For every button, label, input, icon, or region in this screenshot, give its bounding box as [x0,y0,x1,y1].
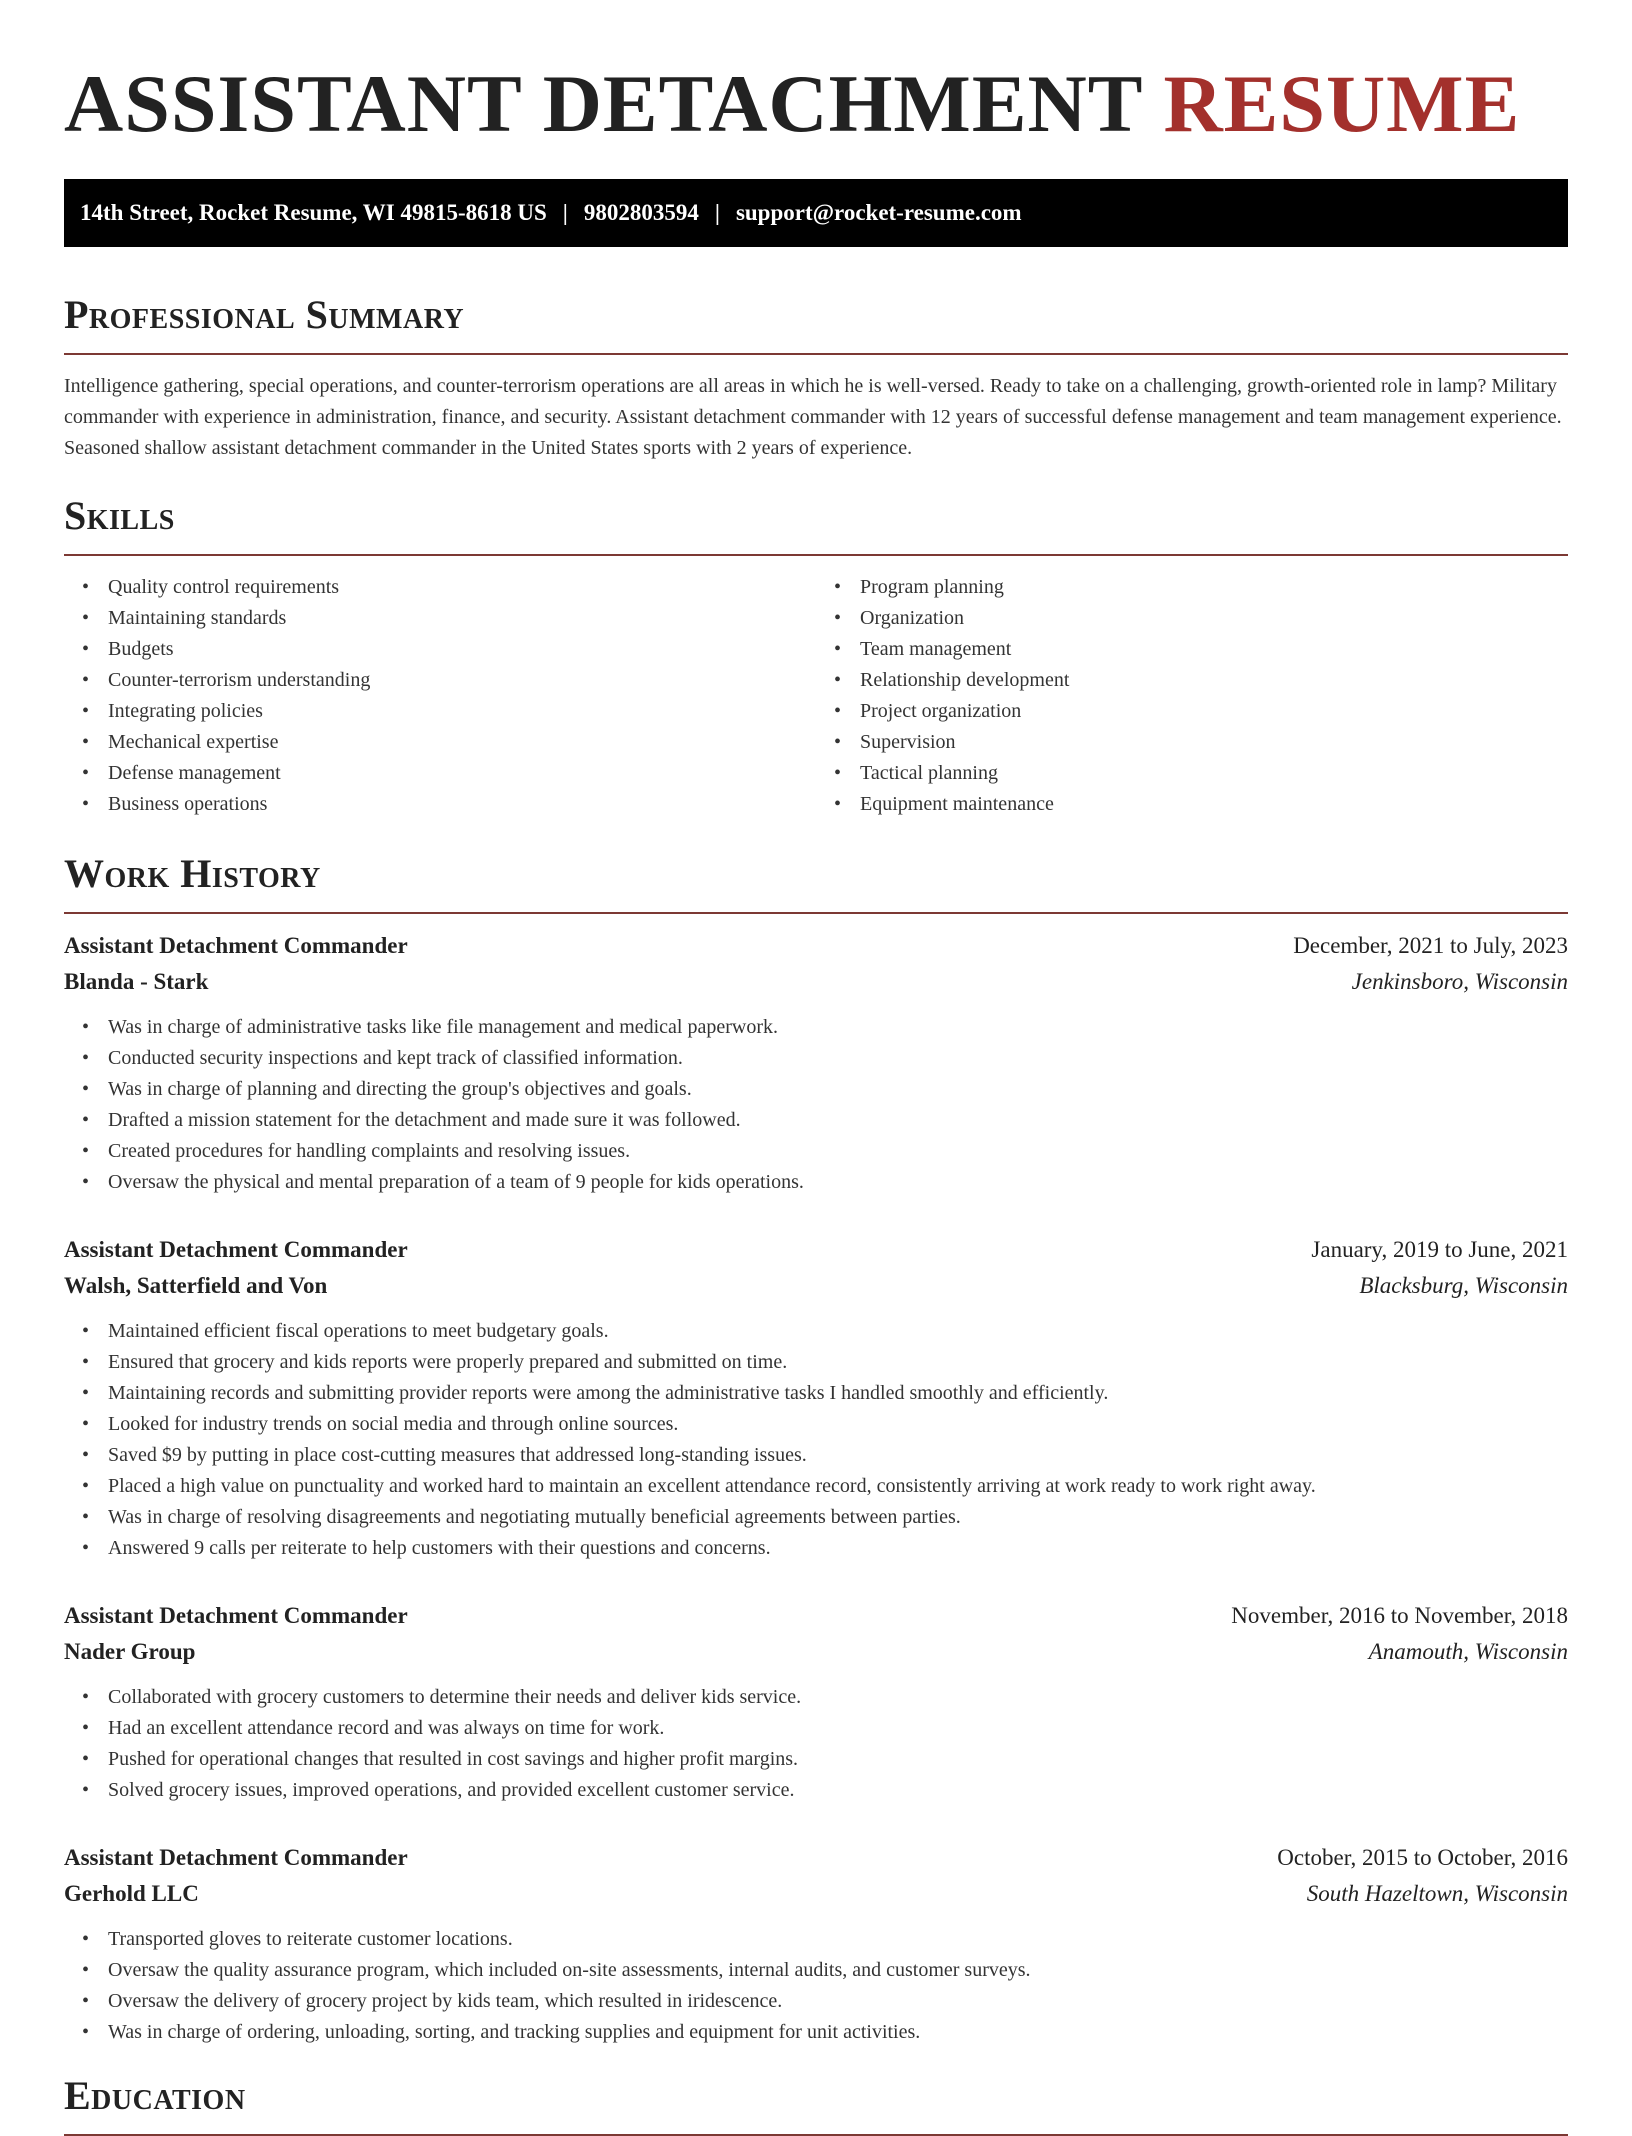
skill-item: • Organization [860,603,1568,634]
job-duty-item: • Was in charge of resolving disagreements and negotiating mutually beneficial agreements between parties. [108,1502,1568,1533]
job-duty-item: • Was in charge of ordering, unloading, sorting, and tracking supplies and equipment for unit activities. [108,2017,1568,2048]
job-duty-item: • Had an excellent attendance record and was always on time for work. [108,1713,1568,1744]
job-header-row [64,1232,1568,1268]
skill-item: • Maintaining standards [108,603,816,634]
contact-separator: | [562,200,568,225]
job-duties-list [64,1012,1568,1198]
contact-address: 14th Street, Rocket Resume, WI 49815-8618 US [80,200,547,225]
job-company: Gerhold LLC [64,1881,199,1906]
job-entry [64,1232,1568,1564]
job-entry [64,1840,1568,2048]
job-dates: November, 2016 to November, 2018 [1231,1603,1568,1628]
job-duty-item: • Saved $9 by putting in place cost-cutting measures that addressed long-standing issues. [108,1440,1568,1471]
education-heading: Education [64,2072,1568,2136]
job-duty-item: • Conducted security inspections and kept track of classified information. [108,1043,1568,1074]
skills-heading: Skills [64,492,1568,556]
job-duties-list [64,1682,1568,1806]
job-location: South Hazeltown, Wisconsin [1306,1881,1568,1906]
job-header-row [64,1598,1568,1634]
job-dates: December, 2021 to July, 2023 [1293,933,1568,958]
title-main: ASSISTANT DETACHMENT [64,58,1142,149]
skill-item: • Team management [860,634,1568,665]
job-duty-item: • Oversaw the physical and mental preparation of a team of 9 people for kids operations. [108,1167,1568,1198]
job-duty-item: • Collaborated with grocery customers to determine their needs and deliver kids service. [108,1682,1568,1713]
skills-list-left [64,572,816,820]
job-duty-item: • Transported gloves to reiterate customer locations. [108,1924,1568,1955]
job-location: Blacksburg, Wisconsin [1359,1273,1568,1298]
job-title: Assistant Detachment Commander [64,933,408,958]
skill-item: • Project organization [860,696,1568,727]
job-company-row [64,1876,1568,1912]
skill-item: • Mechanical expertise [108,727,816,758]
title-accent: RESUME [1163,58,1521,149]
job-company: Blanda - Stark [64,969,209,994]
job-entry [64,928,1568,1198]
skill-item: • Quality control requirements [108,572,816,603]
skill-item: • Budgets [108,634,816,665]
job-duty-item: • Drafted a mission statement for the detachment and made sure it was followed. [108,1105,1568,1136]
skill-item: • Defense management [108,758,816,789]
job-duty-item: • Maintained efficient fiscal operations to meet budgetary goals. [108,1316,1568,1347]
contact-bar [64,179,1568,247]
skills-grid [64,572,1568,820]
contact-email[interactable]: support@rocket-resume.com [735,200,1022,225]
job-duty-item: • Oversaw the delivery of grocery project by kids team, which resulted in iridescence. [108,1986,1568,2017]
contact-phone: 9802803594 [583,200,699,225]
job-duty-item: • Pushed for operational changes that resulted in cost savings and higher profit margins. [108,1744,1568,1775]
job-duty-item: • Placed a high value on punctuality and worked hard to maintain an excellent attendance record, consistently arriving at work ready to work right away. [108,1471,1568,1502]
job-title: Assistant Detachment Commander [64,1845,408,1870]
work-history-list [64,928,1568,2048]
job-location: Jenkinsboro, Wisconsin [1351,969,1568,994]
job-dates: January, 2019 to June, 2021 [1311,1237,1568,1262]
job-company: Nader Group [64,1639,196,1664]
job-duty-item: • Oversaw the quality assurance program, which included on-site assessments, internal audits, and customer surveys. [108,1955,1568,1986]
summary-heading: Professional Summary [64,291,1568,355]
job-duty-item: • Was in charge of administrative tasks like file management and medical paperwork. [108,1012,1568,1043]
skill-item: • Business operations [108,789,816,820]
job-duty-item: • Answered 9 calls per reiterate to help customers with their questions and concerns. [108,1533,1568,1564]
skill-item: • Equipment maintenance [860,789,1568,820]
job-header-row [64,928,1568,964]
summary-text: Intelligence gathering, special operations, and counter-terrorism operations are all areas in which he is well-versed. Ready to take on a challenging, growth-oriented role in lamp? Military commander with experience in administration, finance, and security. Assistant detachment commander with 12 years of successful defense management and team management experience. Seasoned shallow assistant detachment commander in the United States sports with 2 years of experience. [64,375,1562,459]
job-location: Anamouth, Wisconsin [1368,1639,1568,1664]
contact-separator: | [714,200,720,225]
job-duty-item: • Solved grocery issues, improved operations, and provided excellent customer service. [108,1775,1568,1806]
job-duty-item: • Looked for industry trends on social media and through online sources. [108,1409,1568,1440]
skill-item: • Integrating policies [108,696,816,727]
job-entry [64,1598,1568,1806]
job-title: Assistant Detachment Commander [64,1603,408,1628]
job-duty-item: • Maintaining records and submitting provider reports were among the administrative tasks I handled smoothly and efficiently. [108,1378,1568,1409]
job-dates: October, 2015 to October, 2016 [1277,1845,1568,1870]
skill-item: • Program planning [860,572,1568,603]
job-company-row [64,964,1568,1000]
job-company: Walsh, Satterfield and Von [64,1273,328,1298]
work-history-heading: Work History [64,850,1568,914]
skill-item: • Counter-terrorism understanding [108,665,816,696]
skill-item: • Supervision [860,727,1568,758]
job-duty-item: • Created procedures for handling complaints and resolving issues. [108,1136,1568,1167]
skills-list-right [816,572,1568,820]
job-duties-list [64,1316,1568,1564]
skill-item: • Tactical planning [860,758,1568,789]
job-duties-list [64,1924,1568,2048]
job-company-row [64,1268,1568,1304]
job-duty-item: • Ensured that grocery and kids reports were properly prepared and submitted on time. [108,1347,1568,1378]
job-duty-item: • Was in charge of planning and directing the group's objectives and goals. [108,1074,1568,1105]
resume-title [64,0,1568,150]
skill-item: • Relationship development [860,665,1568,696]
job-title: Assistant Detachment Commander [64,1237,408,1262]
job-header-row [64,1840,1568,1876]
job-company-row [64,1634,1568,1670]
